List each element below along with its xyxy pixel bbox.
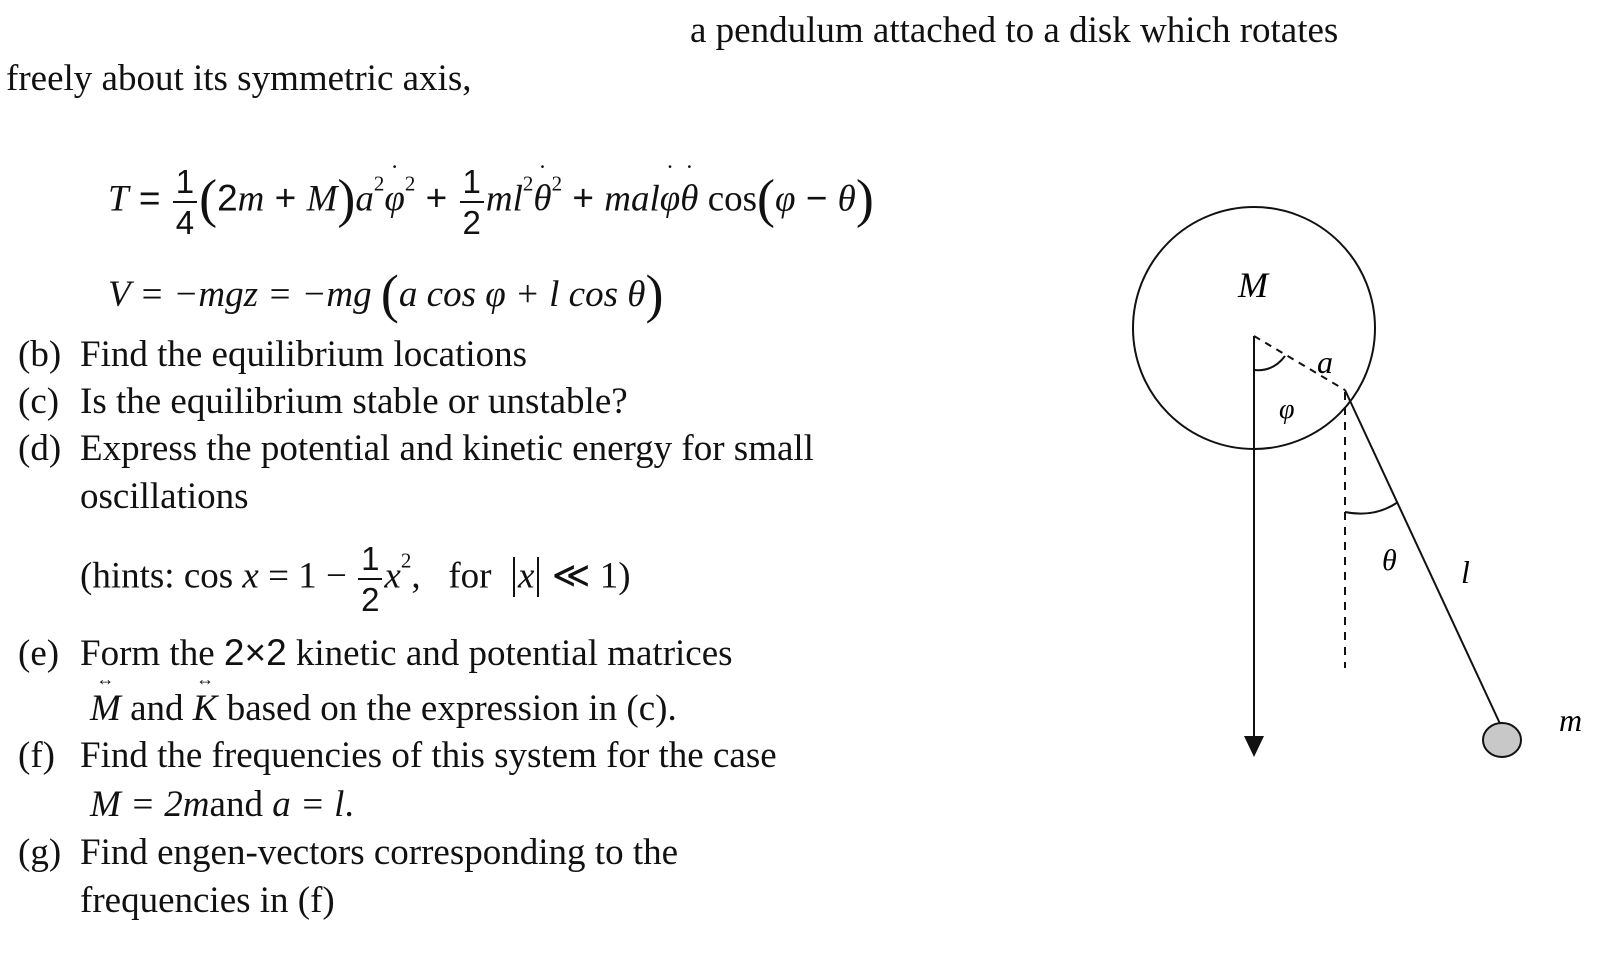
question-f: (f) Find the frequencies of this system for the case <box>18 735 777 776</box>
hint-line: (hints: cos x = 1 − $\frac{1}{2}$ $x^2$, for x ≪ 1) <box>80 540 631 618</box>
T-symbol: T <box>108 178 129 220</box>
question-d: (d) Express the potential and kinetic energy for small <box>18 428 814 469</box>
theta-label: θ <box>1382 544 1397 577</box>
question-d-cont: oscillations <box>80 476 249 517</box>
fraction-half: $\frac{1}{2}$ <box>460 165 484 239</box>
fraction-hint: $\frac{1}{2}$ <box>358 542 382 616</box>
disk-mass-label: M <box>1238 265 1268 305</box>
V-rhs: = −mgz = −mg <box>139 274 372 315</box>
length-label: l <box>1461 554 1470 590</box>
potential-energy-equation: V = −mgz = −mg (a cos φ + l cos θ) <box>108 264 664 324</box>
header-line-2: freely about its symmetric axis, <box>6 58 472 99</box>
question-g: (g) Find engen-vectors corresponding to the <box>18 832 679 873</box>
kinetic-energy-equation: T = $\frac{1}{4}$ $(2m + M)a^2˙$ $\varphi^2$ + $\frac{1}{2}$ $ml^2˙$ $\theta^2$ + mal˙ φ˙ θ cos(φ − θ) <box>108 165 874 239</box>
question-f-case: M = 2mand a = l. <box>90 784 354 825</box>
theta-arc <box>1345 502 1398 514</box>
phi-arc <box>1254 356 1285 370</box>
question-g-cont: frequencies in (f) <box>80 880 335 921</box>
V-symbol: V <box>108 274 130 315</box>
question-e-cont: ↔ M and ↔ K based on the expression in (c). <box>90 690 677 727</box>
radius-label: a <box>1317 344 1333 380</box>
V-inner: a cos φ + l cos θ <box>398 274 646 315</box>
question-e: (e) Form the 2×2 kinetic and potential matrices <box>18 632 733 674</box>
question-b: (b) Find the equilibrium locations <box>18 334 528 375</box>
phi-label: φ <box>1279 394 1295 425</box>
pendulum-rod <box>1345 390 1502 728</box>
axis-arrowhead <box>1244 736 1264 757</box>
fraction-quarter: $\frac{1}{4}$ <box>173 165 197 239</box>
bob-mass-label: m <box>1559 702 1583 738</box>
header-line-1: a pendulum attached to a disk which rotates <box>690 10 1339 51</box>
pendulum-bob <box>1483 723 1521 757</box>
question-c: (c) Is the equilibrium stable or unstable? <box>18 381 628 422</box>
